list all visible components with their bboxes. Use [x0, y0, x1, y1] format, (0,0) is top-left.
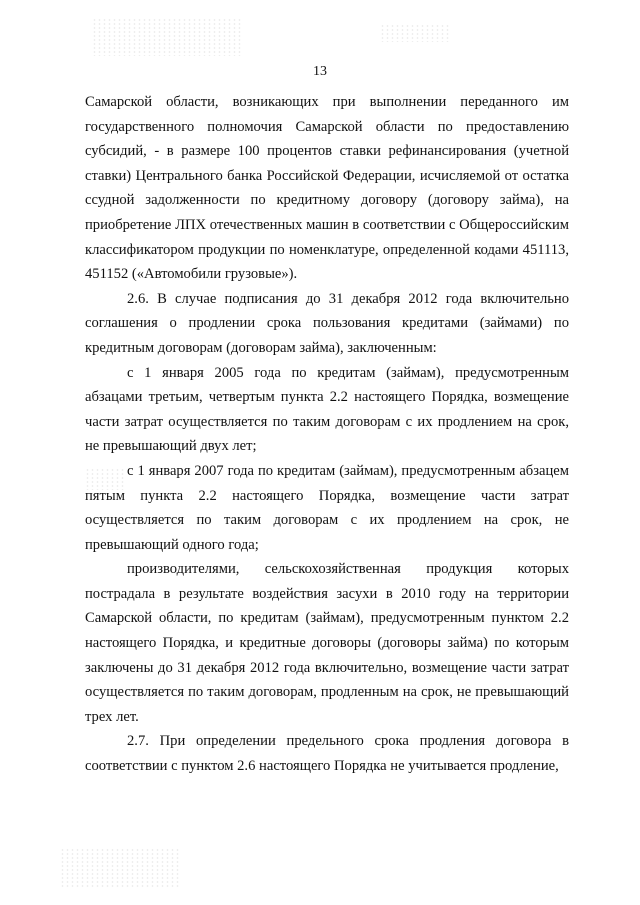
paragraph-2007-loans: с 1 января 2007 года по кредитам (займам), предусмотренным абзацем пятым пункта 2.2 настоящего Порядка, возмещение части затрат осуществляется по таким договорам с их продлением на срок, не превышающий одного года; [85, 462, 569, 553]
scan-noise [380, 24, 450, 42]
document-body [85, 90, 569, 779]
paragraph-drought-producers: производителями, сельскохозяйственная продукция которых пострадала в результате воздействия засухи в 2010 году на территории Самарской области, по кредитам (займам), предусмотренным пунктом 2.2 настоящего Порядка, и кредитные договоры (договоры займа) по которым заключены до 31 декабря 2012 года включительно, возмещение части затрат осуществляется по таким договорам, продленным на срок, не превышающий трех лет. [85, 561, 569, 725]
paragraph-2-7: 2.7. При определении предельного срока продления договора в соответствии с пунктом 2.6 настоящего Порядка не учитывается продление, [85, 733, 569, 775]
paragraph-2005-loans: с 1 января 2005 года по кредитам (займам), предусмотренным абзацами третьим, четвертым пункта 2.2 настоящего Порядка, возмещение части затрат осуществляется по таким договорам с их продлением на срок, не превышающий двух лет; [85, 364, 569, 455]
scan-noise [60, 848, 180, 888]
paragraph-2-6: 2.6. В случае подписания до 31 декабря 2012 года включительно соглашения о продлении срока пользования кредитами (займами) по кредитным договорам (договорам займа), заключенным: [85, 290, 569, 356]
page-number: 13 [313, 64, 327, 79]
scan-noise [92, 18, 242, 56]
paragraph-continuation: Самарской области, возникающих при выполнении переданного им государственного полномочия Самарской области по предоставлению субсидий, - в размере 100 процентов ставки рефинансирования (учетной ставки) Центрального банка Российской Федерации, исчисляемой от остатка ссудной задолженности по кредитному договору (договору займа), на приобретение ЛПХ отечественных машин в соответствии с Общероссийским классификатором продукции по номенклатуре, определенной кодами 451113, 451152 («Автомобили грузовые»). [85, 94, 569, 283]
